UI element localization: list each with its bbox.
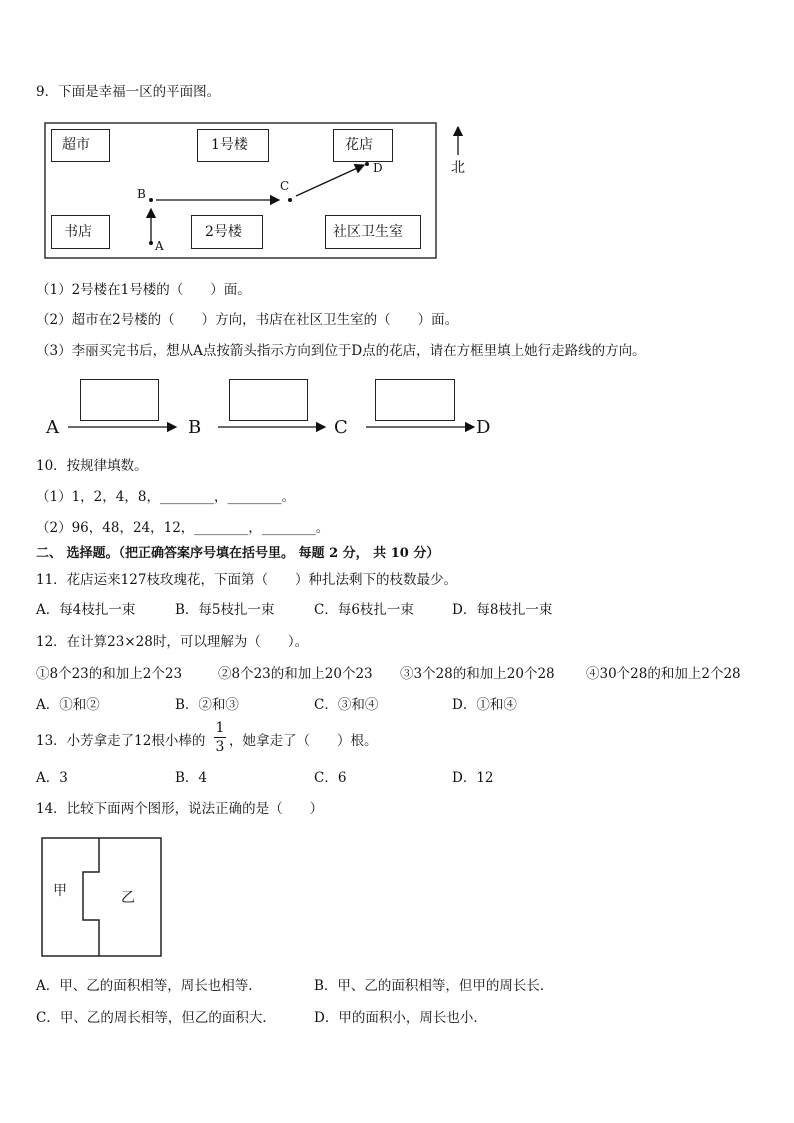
shape-label-yi: 乙 xyxy=(121,890,135,906)
q12-title: 12．在计算23×28时，可以理解为（ ）。 xyxy=(36,634,309,650)
answer-box-3[interactable] xyxy=(375,379,455,421)
q10-sub1: （1）1，2，4，8，________，________。 xyxy=(36,489,295,505)
q9-title: 9．下面是幸福一区的平面图。 xyxy=(36,84,221,100)
q13-fraction xyxy=(214,721,226,754)
fraction-denominator: 3 xyxy=(215,739,225,755)
q11-option-c: C．每6枝扎一束 xyxy=(314,602,414,618)
q13-option-d: D．12 xyxy=(452,770,494,786)
label-building1: 1号楼 xyxy=(211,137,248,153)
q11-option-a: A．每4枝扎一束 xyxy=(36,602,136,618)
label-flower-shop: 花店 xyxy=(345,137,373,153)
q12-option-d: D．①和④ xyxy=(452,697,517,713)
label-point-a: A xyxy=(155,239,164,253)
label-north: 北 xyxy=(451,160,465,176)
q10-title: 10．按规律填数。 xyxy=(36,458,148,474)
q13-option-a: A．3 xyxy=(36,770,68,786)
q12-item-1: ①8个23的和加上2个23 xyxy=(36,666,183,682)
q14-option-a: A．甲、乙的面积相等，周长也相等． xyxy=(36,978,262,994)
q9-sub2: （2）超市在2号楼的（ ）方向，书店在社区卫生室的（ ）面。 xyxy=(36,312,459,328)
q13-title-pre: 13．小芳拿走了12根小棒的 xyxy=(36,733,206,749)
label-building2: 2号楼 xyxy=(205,224,242,240)
label-point-b: B xyxy=(137,187,146,201)
answer-box-2[interactable] xyxy=(229,379,308,421)
label-supermarket: 超市 xyxy=(62,137,90,153)
fraction-numerator: 1 xyxy=(215,720,225,736)
q11-option-b: B．每5枝扎一束 xyxy=(175,602,275,618)
route-label-b: B xyxy=(188,417,202,438)
label-bookstore: 书店 xyxy=(64,224,92,240)
route-label-d: D xyxy=(476,417,491,438)
q13-option-b: B．4 xyxy=(175,770,208,786)
label-point-c: C xyxy=(280,179,290,193)
answer-box-1[interactable] xyxy=(80,379,159,421)
q14-option-d: D．甲的面积小，周长也小． xyxy=(314,1010,487,1026)
q14-option-c: C．甲、乙的周长相等，但乙的面积大． xyxy=(36,1010,276,1026)
q9-sub1: （1）2号楼在1号楼的（ ）面。 xyxy=(36,282,251,298)
shape-label-jia: 甲 xyxy=(53,883,67,899)
q13-title-post: ，她拿走了（ ）根。 xyxy=(229,733,378,749)
q13-option-c: C．6 xyxy=(314,770,347,786)
route-label-a: A xyxy=(46,417,59,438)
arrow-c-d xyxy=(296,165,364,196)
q12-item-4: ④30个28的和加上2个28 xyxy=(586,666,741,682)
label-clinic: 社区卫生室 xyxy=(333,224,403,240)
point-c xyxy=(288,198,292,202)
q11-option-d: D．每8枝扎一束 xyxy=(452,602,553,618)
section2-heading: 二、 选择题。（把正确答案序号填在括号里。 每题 2 分， 共 10 分） xyxy=(36,546,440,561)
point-b xyxy=(149,198,153,202)
route-label-c: C xyxy=(334,417,348,438)
q14-option-b: B．甲、乙的面积相等，但甲的周长长． xyxy=(314,978,554,994)
q12-option-c: C．③和④ xyxy=(314,697,379,713)
q14-title: 14．比较下面两个图形，说法正确的是（ ） xyxy=(36,801,324,817)
q12-option-a: A．①和② xyxy=(36,697,100,713)
q12-item-2: ②8个23的和加上20个23 xyxy=(218,666,373,682)
shape-divider xyxy=(83,838,99,956)
label-point-d: D xyxy=(373,161,383,175)
q11-title: 11．花店运来127枝玫瑰花，下面第（ ）种扎法剩下的枝数最少。 xyxy=(36,572,457,588)
point-a xyxy=(149,241,153,245)
q10-sub2: （2）96，48，24，12，________，________。 xyxy=(36,520,330,536)
point-d xyxy=(365,162,369,166)
q9-sub3: （3）李丽买完书后，想从A点按箭头指示方向到位于D点的花店，请在方框里填上她行走路线的方向。 xyxy=(36,343,646,359)
q12-option-b: B．②和③ xyxy=(175,697,239,713)
q12-item-3: ③3个28的和加上20个28 xyxy=(400,666,555,682)
